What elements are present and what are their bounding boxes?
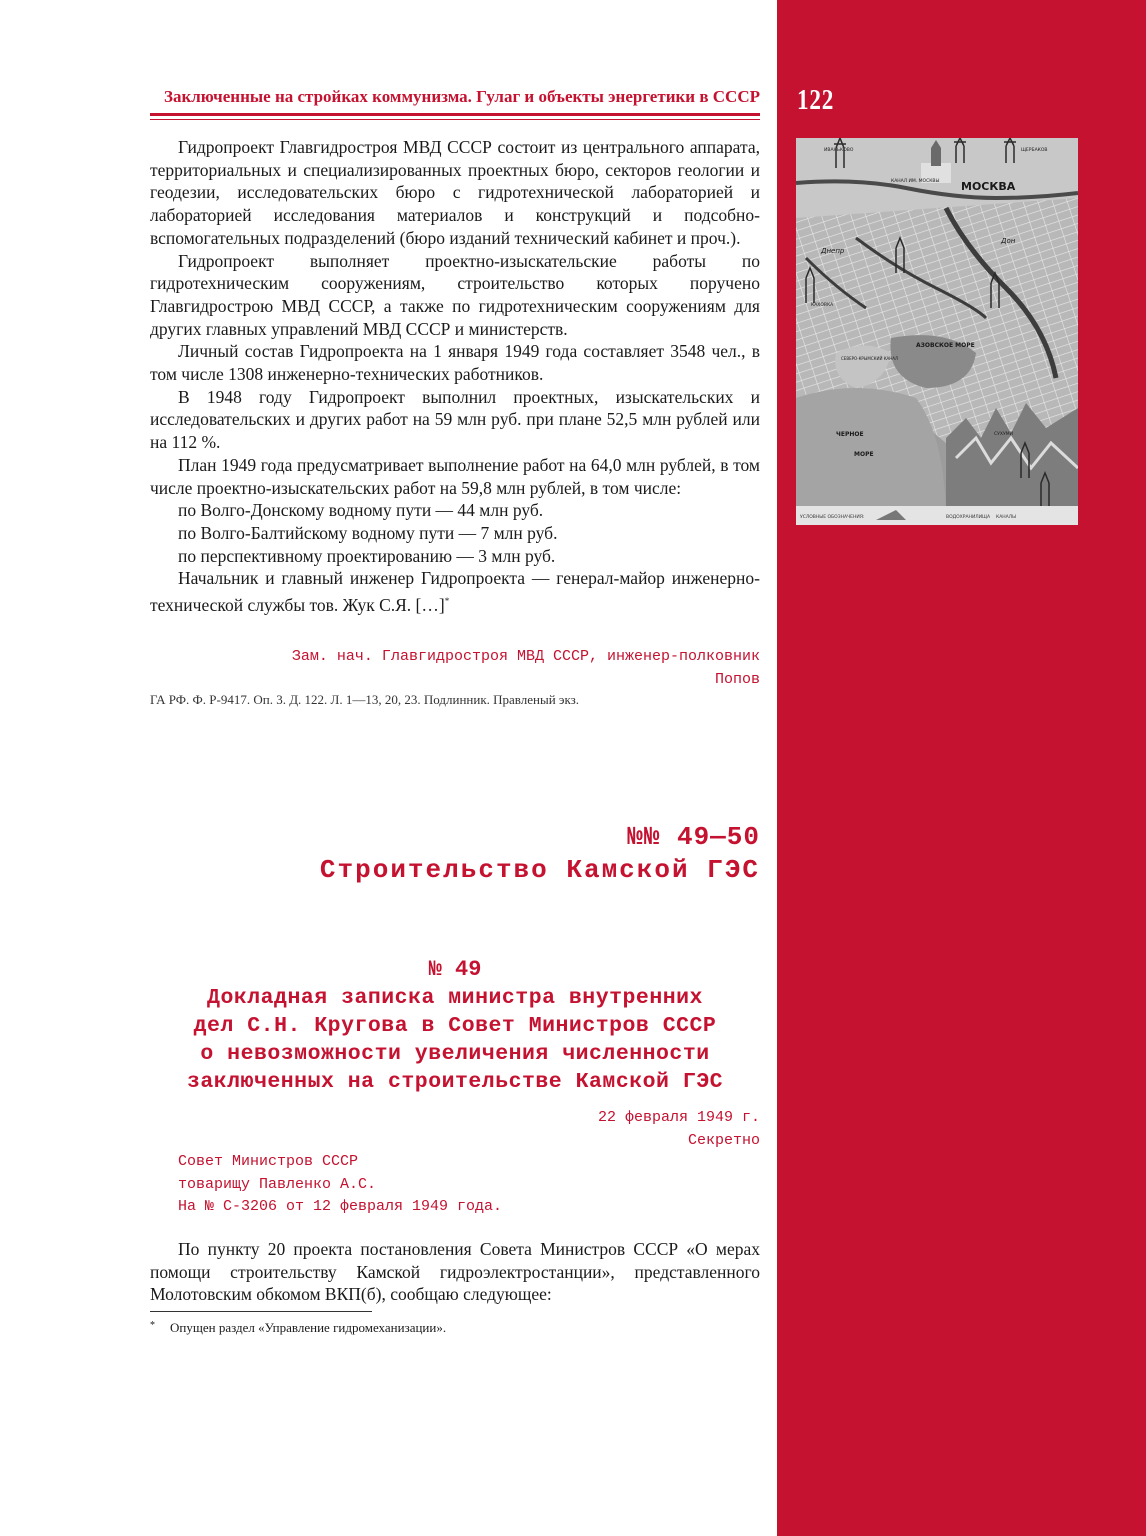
document-classification: Секретно xyxy=(687,1132,760,1149)
map-illustration xyxy=(796,138,1078,525)
map-label-sukhumi: СУХУМИ xyxy=(994,432,1013,437)
signature-position: Зам. нач. Главгидростроя МВД СССР, инженер-полковник xyxy=(291,648,760,665)
footnote-text: Опущен раздел «Управление гидромеханизации». xyxy=(170,1320,447,1335)
footnote-mark: * xyxy=(150,1320,155,1331)
closing-text: Начальник и главный инженер Гидропроекта — генерал-майор инженерно-технической службы тов. Жук С.Я. […] xyxy=(150,568,760,615)
map-label-ivankovo: ИВАНЬКОВО xyxy=(824,148,854,153)
running-header: Заключенные на стройках коммунизма. Гулаг и объекты энергетики в СССР xyxy=(164,87,760,106)
document-title-line: о невозможности увеличения численности xyxy=(200,1042,710,1066)
map-label-canal: КАНАЛ ИМ. МОСКВЫ xyxy=(891,179,940,184)
section-title: Строительство Камской ГЭС xyxy=(319,855,760,885)
page-number: 122 xyxy=(797,84,835,116)
footnote xyxy=(150,1320,446,1336)
addressee-line: На № С-3206 от 12 февраля 1949 года. xyxy=(178,1198,503,1215)
document-title-line: дел С.Н. Кругова в Совет Министров СССР xyxy=(193,1014,717,1038)
document-title xyxy=(150,984,760,1096)
archive-reference: ГА РФ. Ф. Р-9417. Оп. 3. Д. 122. Л. 1—13, 20, 23. Подлинник. Правленый экз. xyxy=(150,692,580,707)
addressee-line: товарищу Павленко А.С. xyxy=(178,1175,377,1193)
map-label-moscow: МОСКВА xyxy=(961,180,1016,193)
map-label-kakhovka: КАХОВКА xyxy=(811,303,834,308)
map-label-don: Дон xyxy=(1001,237,1016,245)
paragraph: По пункту 20 проекта постановления Совета Министров СССР «О мерах помощи строительству Камской гидроэлектростанции», представленного Молотовским обкомом ВКП(б), сообщаю следующее: xyxy=(150,1239,760,1305)
section-number: №№ 49—50 xyxy=(627,822,760,852)
body-text xyxy=(150,136,760,617)
list-item: по перспективному проектированию — 3 млн руб. xyxy=(178,545,556,566)
map-label-black-sea: ЧЕРНОЕ xyxy=(836,431,864,438)
signature-block xyxy=(150,645,760,691)
document-body xyxy=(150,1238,760,1306)
document-meta xyxy=(150,1106,760,1152)
map-label-shcherbakov: ЩЕРБАКОВ xyxy=(1021,148,1048,153)
footnote-marker: * xyxy=(444,596,450,607)
map-label-black-sea-2: МОРЕ xyxy=(854,451,874,458)
list-item: по Волго-Балтийскому водному пути — 7 млн руб. xyxy=(178,522,558,543)
addressee-block xyxy=(178,1151,502,1219)
paragraph: План 1949 года предусматривает выполнение работ на 64,0 млн рублей, в том числе проектно-изыскательских работ на 59,8 млн рублей, в том числе: xyxy=(150,454,760,498)
map-label-crimea: СЕВЕРО-КРЫМСКИЙ КАНАЛ xyxy=(841,356,899,361)
document-title-line: Докладная записка министра внутренних xyxy=(207,986,703,1010)
map-legend-title: УСЛОВНЫЕ ОБОЗНАЧЕНИЯ: xyxy=(800,515,865,520)
map-legend-reservoirs: ВОДОХРАНИЛИЩА xyxy=(946,515,991,520)
header-rule-thin xyxy=(150,119,760,120)
paragraph: В 1948 году Гидропроект выполнил проектных, изыскательских и исследовательских и других работ на 59 млн руб. при плане 52,5 млн рублей или на 112 %. xyxy=(150,386,760,453)
list-item: по Волго-Донскому водному пути — 44 млн руб. xyxy=(178,500,544,521)
map-label-dnepr: Днепр xyxy=(821,247,845,255)
map-legend-canals: КАНАЛЫ xyxy=(996,515,1017,520)
paragraph-closing xyxy=(150,567,760,616)
map-label-azov: АЗОВСКОЕ МОРЕ xyxy=(916,342,975,349)
addressee-line: Совет Министров СССР xyxy=(178,1153,359,1170)
header-rule-thick xyxy=(150,113,760,116)
paragraph: Гидропроект Главгидростроя МВД СССР состоит из центрального аппарата, территориальных и специализированных проектных бюро, секторов геологии и геодезии, исследовательских бюро с гидротехнической лабораторией и лабораторией исследования материалов и конструкций и подсобно-вспомогательных подразделений (бюро изданий технический кабинет и проч.). xyxy=(150,137,760,248)
document-number: № 49 xyxy=(428,957,482,982)
paragraph: Гидропроект выполняет проектно-изыскательские работы по гидротехническим сооружениям, строительство которых поручено Главгидрострою МВД СССР, а также по гидротехническим сооружениям для других главных управлений МВД СССР и министерств. xyxy=(150,250,760,339)
paragraph: Личный состав Гидропроекта на 1 января 1949 года составляет 3548 чел., в том числе 1308 инженерно-технических работников. xyxy=(150,341,760,385)
signature-name: Попов xyxy=(714,671,760,688)
footnote-rule xyxy=(150,1311,372,1312)
document-date: 22 февраля 1949 г. xyxy=(597,1109,760,1126)
document-title-line: заключенных на строительстве Камской ГЭС xyxy=(186,1070,724,1094)
map-svg xyxy=(796,138,1078,525)
